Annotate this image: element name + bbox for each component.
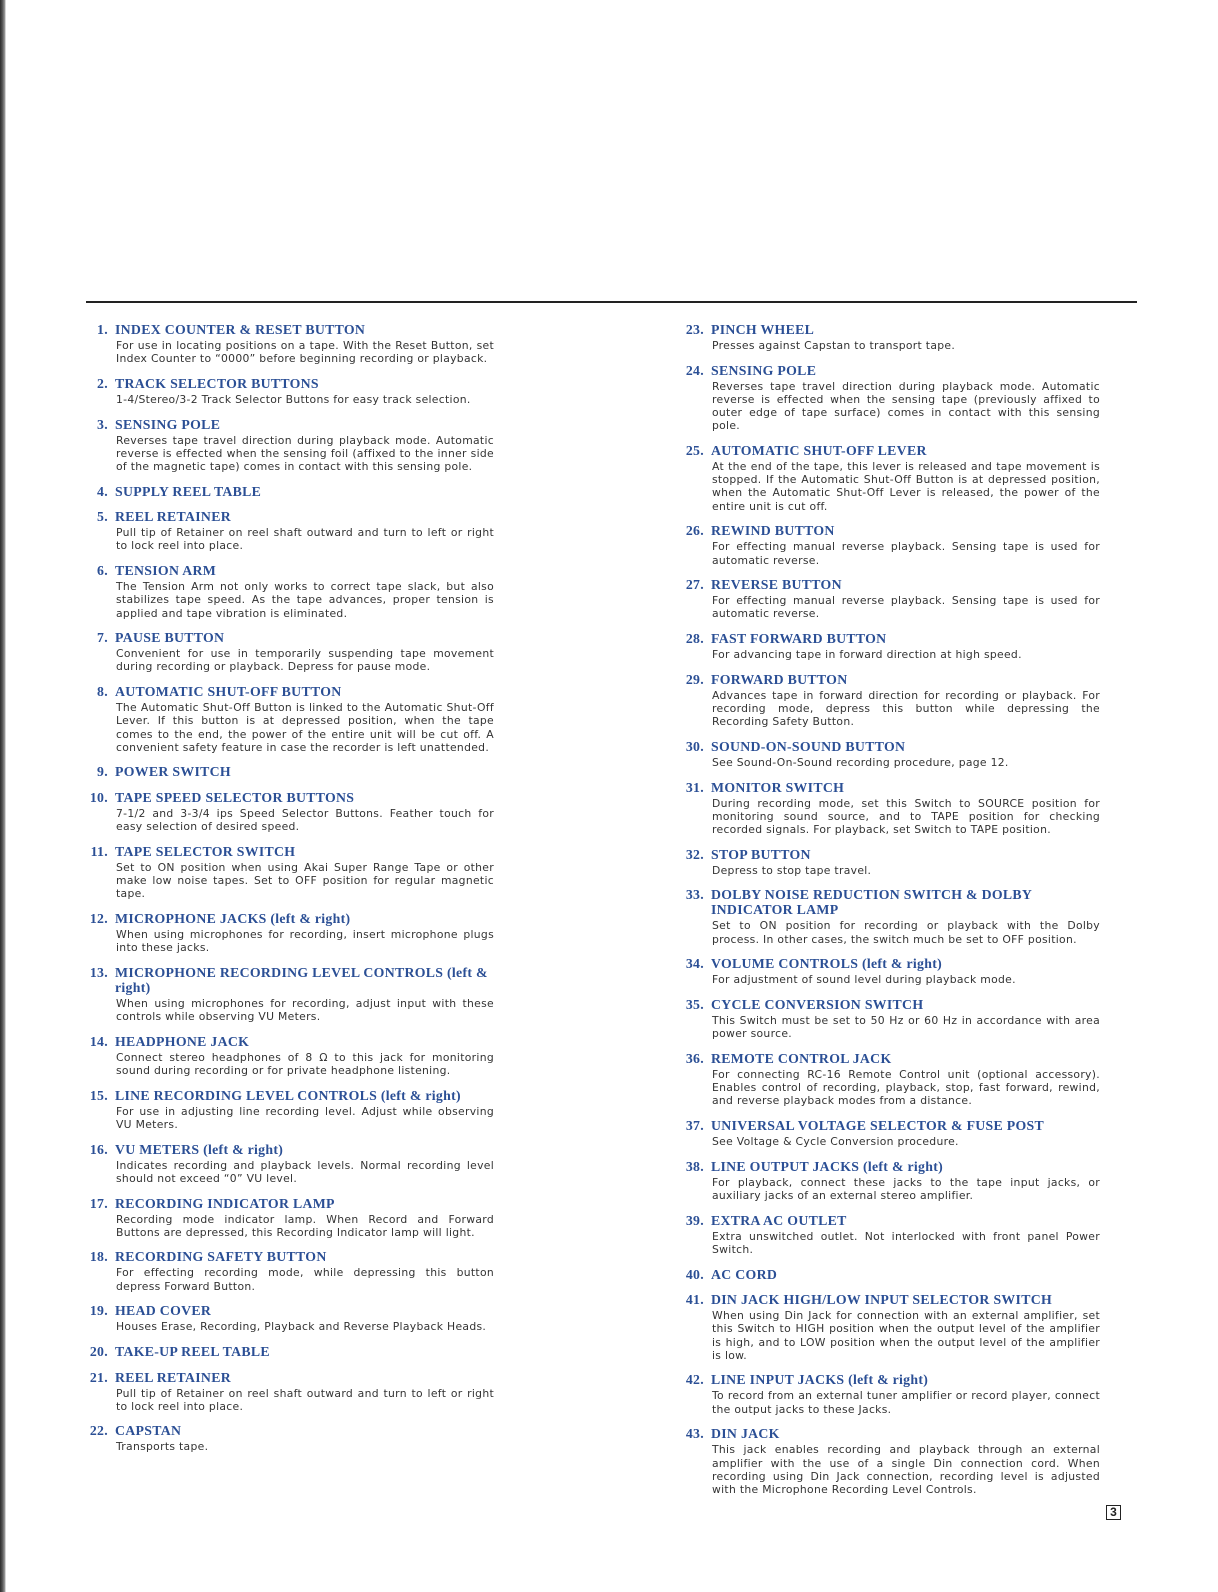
control-item: [680, 1267, 1100, 1282]
control-item: [680, 887, 1100, 945]
item-description: For adjustment of sound level during playback mode.: [712, 973, 1016, 987]
item-title: REVERSE BUTTON: [711, 577, 842, 593]
item-title: SOUND-ON-SOUND BUTTON: [711, 738, 906, 754]
item-number: 20.: [89, 1344, 108, 1360]
item-description: Transports tape.: [116, 1440, 209, 1454]
item-number: 15.: [89, 1087, 108, 1103]
item-number: 39.: [685, 1212, 704, 1228]
item-title: INDEX COUNTER & RESET BUTTON: [115, 322, 366, 337]
item-title: TAPE SELECTOR SWITCH: [115, 843, 296, 859]
control-heading: [84, 1370, 494, 1385]
item-title: RECORDING INDICATOR LAMP: [115, 1195, 335, 1211]
control-item: [84, 965, 494, 1023]
item-number: 4.: [97, 483, 108, 499]
item-description: When using microphones for recording, adjust input with these controls while observing VU Meters.: [116, 996, 494, 1024]
control-item: [84, 764, 494, 779]
control-heading: [680, 847, 1100, 862]
item-title: LINE RECORDING LEVEL CONTROLS (left & right): [115, 1087, 461, 1103]
control-heading: [84, 764, 494, 779]
item-number: 25.: [685, 443, 704, 459]
control-item: [84, 1142, 494, 1185]
item-title: CAPSTAN: [115, 1423, 182, 1439]
control-item: [680, 956, 1100, 986]
control-heading: [680, 739, 1100, 754]
control-item: [680, 1372, 1100, 1415]
item-number: 35.: [685, 997, 704, 1013]
item-title: UNIVERSAL VOLTAGE SELECTOR & FUSE POST: [711, 1118, 1045, 1134]
control-item: [84, 417, 494, 474]
item-number: 24.: [685, 362, 704, 378]
control-item: [680, 1426, 1100, 1496]
item-number: 1.: [97, 322, 108, 337]
item-number: 5.: [97, 509, 108, 525]
right-column: [680, 322, 1100, 1507]
control-item: [680, 363, 1100, 433]
control-heading: [84, 911, 494, 926]
item-number: 2.: [97, 375, 108, 391]
control-heading: [680, 1118, 1100, 1133]
item-description: Recording mode indicator lamp. When Record and Forward Buttons are depressed, this Recording Indicator lamp will light.: [116, 1212, 494, 1239]
control-heading: [680, 887, 1100, 917]
item-title: SENSING POLE: [711, 362, 817, 378]
item-description: When using microphones for recording, insert microphone plugs into these jacks.: [116, 927, 494, 955]
item-title: MICROPHONE RECORDING LEVEL CONTROLS (left & right): [115, 964, 488, 995]
item-title: AUTOMATIC SHUT-OFF BUTTON: [115, 684, 342, 700]
item-title: LINE OUTPUT JACKS (left & right): [711, 1158, 944, 1174]
page-binding-edge: [0, 0, 6, 1592]
item-number: 34.: [685, 956, 704, 972]
item-description: The Automatic Shut-Off Button is linked to the Automatic Shut-Off Lever. If this button is at depressed position, when the tape comes to the end, the power of the entire unit will be cut off. A convenient safety feature in case the recorder is left unattended.: [116, 701, 494, 754]
item-title: VOLUME CONTROLS (left & right): [711, 956, 942, 972]
control-item: [680, 1159, 1100, 1202]
item-description: Presses against Capstan to transport tape.: [712, 339, 956, 352]
control-heading: [84, 1344, 494, 1359]
item-number: 31.: [685, 779, 704, 795]
control-heading: [84, 509, 494, 524]
control-heading: [84, 1034, 494, 1049]
control-heading: [84, 1088, 494, 1103]
control-item: [84, 322, 494, 365]
control-item: [84, 1196, 494, 1239]
control-heading: [84, 844, 494, 859]
item-number: 43.: [685, 1426, 704, 1442]
item-title: REEL RETAINER: [115, 509, 231, 525]
control-item: [84, 1249, 494, 1292]
item-title: REEL RETAINER: [115, 1369, 231, 1385]
item-title: MICROPHONE JACKS (left & right): [115, 910, 351, 926]
item-number: 10.: [89, 789, 108, 805]
horizontal-rule: [86, 301, 1137, 303]
item-title: SENSING POLE: [115, 416, 221, 432]
control-heading: [84, 1303, 494, 1318]
item-number: 41.: [685, 1292, 704, 1308]
item-description: Houses Erase, Recording, Playback and Reverse Playback Heads.: [116, 1320, 487, 1334]
item-number: 18.: [89, 1249, 108, 1265]
item-number: 16.: [89, 1141, 108, 1157]
item-title: PINCH WHEEL: [711, 322, 815, 337]
control-heading: [84, 417, 494, 432]
control-item: [680, 443, 1100, 513]
item-number: 3.: [97, 416, 108, 432]
item-description: Indicates recording and playback levels. Normal recording level should not exceed “0” VU level.: [116, 1158, 494, 1185]
control-item: [84, 509, 494, 552]
control-heading: [84, 484, 494, 499]
item-description: 1-4/Stereo/3-2 Track Selector Buttons for easy track selection.: [116, 392, 471, 406]
control-heading: [680, 577, 1100, 592]
item-description: Extra unswitched outlet. Not interlocked with front panel Power Switch.: [712, 1229, 1100, 1256]
control-heading: [680, 1372, 1100, 1387]
control-heading: [680, 443, 1100, 458]
item-description: Reverses tape travel direction during playback mode. Automatic reverse is effected when the sensing tape (previously affixed to outer edge of tape surface) comes in contact with this sensing pole.: [712, 379, 1100, 433]
item-number: 42.: [685, 1372, 704, 1388]
control-heading: [680, 997, 1100, 1012]
item-title: REMOTE CONTROL JACK: [711, 1050, 892, 1066]
left-column: [84, 322, 494, 1464]
control-item: [680, 1118, 1100, 1148]
item-title: FORWARD BUTTON: [711, 671, 848, 687]
control-heading: [84, 965, 494, 995]
item-title: RECORDING SAFETY BUTTON: [115, 1249, 327, 1265]
item-description: Reverses tape travel direction during playback mode. Automatic reverse is effected when the sensing foil (affixed to the inner side of the magnetic tape) comes in contact with this sensing pole.: [116, 433, 494, 474]
item-title: SUPPLY REEL TABLE: [115, 483, 262, 499]
control-heading: [84, 1196, 494, 1211]
control-item: [84, 1303, 494, 1333]
item-number: 8.: [97, 684, 108, 700]
control-item: [84, 911, 494, 954]
control-heading: [84, 1423, 494, 1438]
control-heading: [84, 322, 494, 337]
item-description: Set to ON position for recording or playback with the Dolby process. In other cases, the switch much be set to OFF position.: [712, 919, 1100, 946]
item-number: 12.: [89, 910, 108, 926]
item-title: DIN JACK HIGH/LOW INPUT SELECTOR SWITCH: [711, 1292, 1052, 1308]
item-description: This jack enables recording and playback through an external amplifier with the use of a single Din connection cord. When recording using Din Jack connection, recording level is adjusted with the Microphone Recording Level Controls.: [712, 1443, 1100, 1496]
item-title: POWER SWITCH: [115, 764, 231, 780]
control-heading: [680, 1213, 1100, 1228]
item-title: EXTRA AC OUTLET: [711, 1212, 847, 1228]
item-title: AC CORD: [711, 1266, 778, 1282]
item-title: LINE INPUT JACKS (left & right): [711, 1372, 929, 1388]
item-number: 29.: [685, 671, 704, 687]
item-number: 17.: [89, 1195, 108, 1211]
control-heading: [680, 631, 1100, 646]
control-heading: [680, 1292, 1100, 1307]
item-title: TAKE-UP REEL TABLE: [115, 1344, 270, 1360]
item-number: 26.: [685, 523, 704, 539]
control-heading: [680, 322, 1100, 337]
item-description: For effecting manual reverse playback. Sensing tape is used for automatic reverse.: [712, 540, 1100, 567]
item-number: 23.: [685, 322, 704, 337]
control-heading: [680, 780, 1100, 795]
item-number: 19.: [89, 1303, 108, 1319]
item-title: AUTOMATIC SHUT-OFF LEVER: [711, 443, 927, 459]
item-description: For effecting recording mode, while depressing this button depress Forward Button.: [116, 1266, 494, 1293]
item-number: 9.: [97, 764, 108, 780]
control-heading: [680, 672, 1100, 687]
item-title: CYCLE CONVERSION SWITCH: [711, 997, 924, 1013]
item-number: 38.: [685, 1158, 704, 1174]
item-number: 11.: [90, 843, 108, 859]
item-number: 33.: [685, 887, 704, 903]
control-heading: [84, 684, 494, 699]
item-description: See Sound-On-Sound recording procedure, page 12.: [712, 755, 1009, 769]
item-description: Convenient for use in temporarily suspending tape movement during recording or playback. Depress for pause mode.: [116, 647, 494, 674]
item-description: For effecting manual reverse playback. Sensing tape is used for automatic reverse.: [712, 594, 1100, 621]
control-item: [84, 630, 494, 673]
item-description: For advancing tape in forward direction at high speed.: [712, 648, 1022, 662]
item-title: TENSION ARM: [115, 563, 217, 579]
control-item: [680, 523, 1100, 566]
item-description: See Voltage & Cycle Conversion procedure.: [712, 1135, 959, 1149]
control-item: [680, 672, 1100, 729]
control-item: [680, 322, 1100, 352]
control-item: [84, 1088, 494, 1131]
item-description: Pull tip of Retainer on reel shaft outward and turn to left or right to lock reel into place.: [116, 526, 494, 553]
control-heading: [84, 563, 494, 578]
control-item: [680, 631, 1100, 661]
item-number: 37.: [685, 1118, 704, 1134]
control-heading: [680, 363, 1100, 378]
control-item: [680, 997, 1100, 1040]
control-item: [680, 739, 1100, 769]
control-heading: [680, 1426, 1100, 1441]
control-item: [680, 1051, 1100, 1108]
item-number: 30.: [685, 738, 704, 754]
control-item: [84, 376, 494, 406]
item-number: 14.: [89, 1033, 108, 1049]
control-heading: [680, 1051, 1100, 1066]
item-number: 22.: [89, 1423, 108, 1439]
item-title: DIN JACK: [711, 1426, 780, 1442]
item-description: Pull tip of Retainer on reel shaft outward and turn to left or right to lock reel into place.: [116, 1386, 494, 1413]
item-title: TAPE SPEED SELECTOR BUTTONS: [115, 789, 355, 805]
control-item: [84, 844, 494, 901]
item-number: 13.: [89, 964, 108, 980]
item-description: For use in adjusting line recording level. Adjust while observing VU Meters.: [116, 1104, 494, 1131]
control-item: [680, 1292, 1100, 1362]
item-title: HEADPHONE JACK: [115, 1033, 250, 1049]
control-heading: [680, 1159, 1100, 1174]
item-title: HEAD COVER: [115, 1303, 212, 1319]
item-description: When using Din Jack for connection with an external amplifier, set this Switch to HIGH position when the output level of the amplifier is high, and to LOW position when the output level of the amplifier is low.: [712, 1309, 1100, 1362]
control-heading: [84, 790, 494, 805]
item-description: Advances tape in forward direction for recording or playback. For recording mode, depress this button while depressing the Recording Safety Button.: [712, 688, 1100, 729]
page-number: 3: [1106, 1505, 1121, 1520]
item-description: This Switch must be set to 50 Hz or 60 Hz in accordance with area power source.: [712, 1014, 1100, 1041]
control-item: [84, 684, 494, 754]
control-heading: [84, 630, 494, 645]
control-heading: [680, 523, 1100, 538]
item-description: For connecting RC-16 Remote Control unit (optional accessory). Enables control of recording, playback, stop, fast forward, rewind, and reverse playback modes from a distance.: [712, 1067, 1100, 1108]
item-title: STOP BUTTON: [711, 846, 811, 862]
control-item: [84, 1344, 494, 1359]
item-description: During recording mode, set this Switch to SOURCE position for monitoring sound source, and to TAPE position for checking recorded signals. For playback, set Switch to TAPE position.: [712, 796, 1100, 837]
control-heading: [84, 1142, 494, 1157]
item-description: 7-1/2 and 3-3/4 ips Speed Selector Buttons. Feather touch for easy selection of desired speed.: [116, 806, 494, 834]
item-title: REWIND BUTTON: [711, 523, 835, 539]
item-title: TRACK SELECTOR BUTTONS: [115, 375, 319, 391]
control-item: [84, 790, 494, 833]
item-number: 36.: [685, 1050, 704, 1066]
item-description: The Tension Arm not only works to correct tape slack, but also stabilizes tape speed. As the tape advances, proper tension is applied and tape vibration is eliminated.: [116, 580, 494, 620]
control-item: [84, 484, 494, 499]
item-description: For use in locating positions on a tape. With the Reset Button, set Index Counter to “0000” before beginning recording or playback.: [116, 339, 494, 366]
control-heading: [84, 1249, 494, 1264]
item-description: For playback, connect these jacks to the tape input jacks, or auxiliary jacks of an external stereo amplifier.: [712, 1175, 1100, 1202]
control-item: [680, 577, 1100, 620]
control-item: [680, 1213, 1100, 1256]
item-description: Set to ON position when using Akai Super Range Tape or other make low noise tapes. Set to OFF position for regular magnetic tape.: [116, 860, 494, 901]
item-number: 7.: [97, 630, 108, 646]
item-number: 6.: [97, 563, 108, 579]
item-description: Depress to stop tape travel.: [712, 863, 872, 877]
item-description: Connect stereo headphones of 8 Ω to this jack for monitoring sound during recording or for private headphone listening.: [116, 1050, 494, 1077]
item-number: 21.: [89, 1369, 108, 1385]
control-item: [84, 1423, 494, 1453]
item-description: To record from an external tuner amplifier or record player, connect the output jacks to these Jacks.: [712, 1389, 1100, 1416]
control-item: [84, 1370, 494, 1413]
control-heading: [84, 376, 494, 391]
item-title: FAST FORWARD BUTTON: [711, 631, 887, 647]
item-title: DOLBY NOISE REDUCTION SWITCH & DOLBY INDICATOR LAMP: [711, 887, 1032, 918]
item-number: 28.: [685, 631, 704, 647]
item-title: PAUSE BUTTON: [115, 630, 225, 646]
item-description: At the end of the tape, this lever is released and tape movement is stopped. If the Automatic Shut-Off Button is at depressed position, when the Automatic Shut-Off Lever is released, the power of the entire unit is cut off.: [712, 460, 1100, 513]
control-item: [680, 847, 1100, 877]
control-item: [84, 1034, 494, 1077]
item-title: VU METERS (left & right): [115, 1141, 284, 1157]
control-item: [680, 780, 1100, 837]
item-title: MONITOR SWITCH: [711, 779, 845, 795]
item-number: 27.: [685, 577, 704, 593]
control-heading: [680, 1267, 1100, 1282]
control-heading: [680, 956, 1100, 971]
item-number: 40.: [685, 1266, 704, 1282]
control-item: [84, 563, 494, 620]
item-number: 32.: [685, 846, 704, 862]
